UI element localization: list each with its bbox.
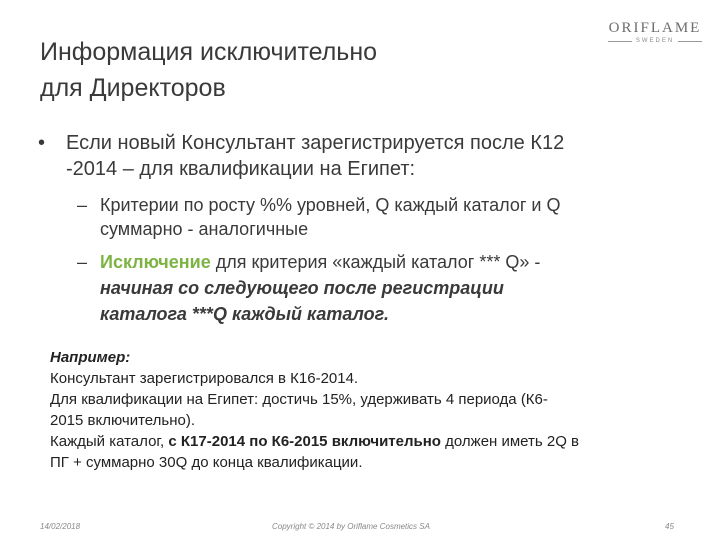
footer-page-number: 45: [665, 522, 674, 531]
example-line-4-bold: с К17-2014 по К6-2015 включительно: [168, 433, 441, 450]
logo-rule-right: [678, 41, 702, 42]
exception-highlight: Исключение: [100, 252, 211, 272]
slide-title: [40, 34, 560, 106]
sub2-line-1: [100, 250, 540, 274]
example-block: [50, 347, 700, 473]
logo-rule-left: [608, 41, 632, 42]
sub-bullet-dash: –: [77, 195, 88, 215]
example-line-2: Для квалификации на Египет: достичь 15%, удерживать 4 периода (К6-: [50, 391, 548, 408]
logo-brand: ORIFLAME: [608, 20, 702, 36]
footer-date: 14/02/2018: [40, 522, 81, 531]
bullet-line-1: Если новый Консультант зарегистрируется после К12: [66, 132, 565, 154]
sub2-line-3: каталога ***Q каждый каталог.: [100, 304, 389, 324]
sub2-line-1-rest: для критерия «каждый каталог *** Q» -: [210, 252, 541, 272]
example-heading: Например:: [50, 349, 131, 366]
sub1-line-1: Критерии по росту %% уровней, Q каждый каталог и Q: [100, 195, 561, 215]
footer-copyright: Copyright © 2014 by Oriflame Cosmetics SA: [272, 522, 430, 531]
oriflame-logo: [608, 20, 702, 45]
title-line-2: для Директоров: [40, 74, 226, 102]
bullet-line-2: -2014 – для квалификации на Египет:: [66, 158, 416, 180]
example-line-3: 2015 включительно).: [50, 412, 196, 429]
sub1-line-2: суммарно - аналогичные: [100, 219, 309, 239]
sub2-line-2: начиная со следующего после регистрации: [100, 278, 504, 298]
sub-bullet-dash: –: [77, 252, 88, 272]
example-line-4-end: должен иметь 2Q в: [440, 433, 580, 450]
example-line-4-start: Каждый каталог,: [50, 433, 169, 450]
example-line-5: ПГ + суммарно 30Q до конца квалификации.: [50, 454, 363, 471]
logo-tagline: SWEDEN: [635, 38, 675, 44]
example-line-1: Консультант зарегистрировался в К16-2014.: [50, 370, 359, 387]
example-line-4: [50, 431, 700, 452]
logo-tagline-row: [608, 37, 702, 45]
title-line-1: Информация исключительно: [40, 38, 378, 66]
bullet-marker: •: [38, 132, 46, 154]
